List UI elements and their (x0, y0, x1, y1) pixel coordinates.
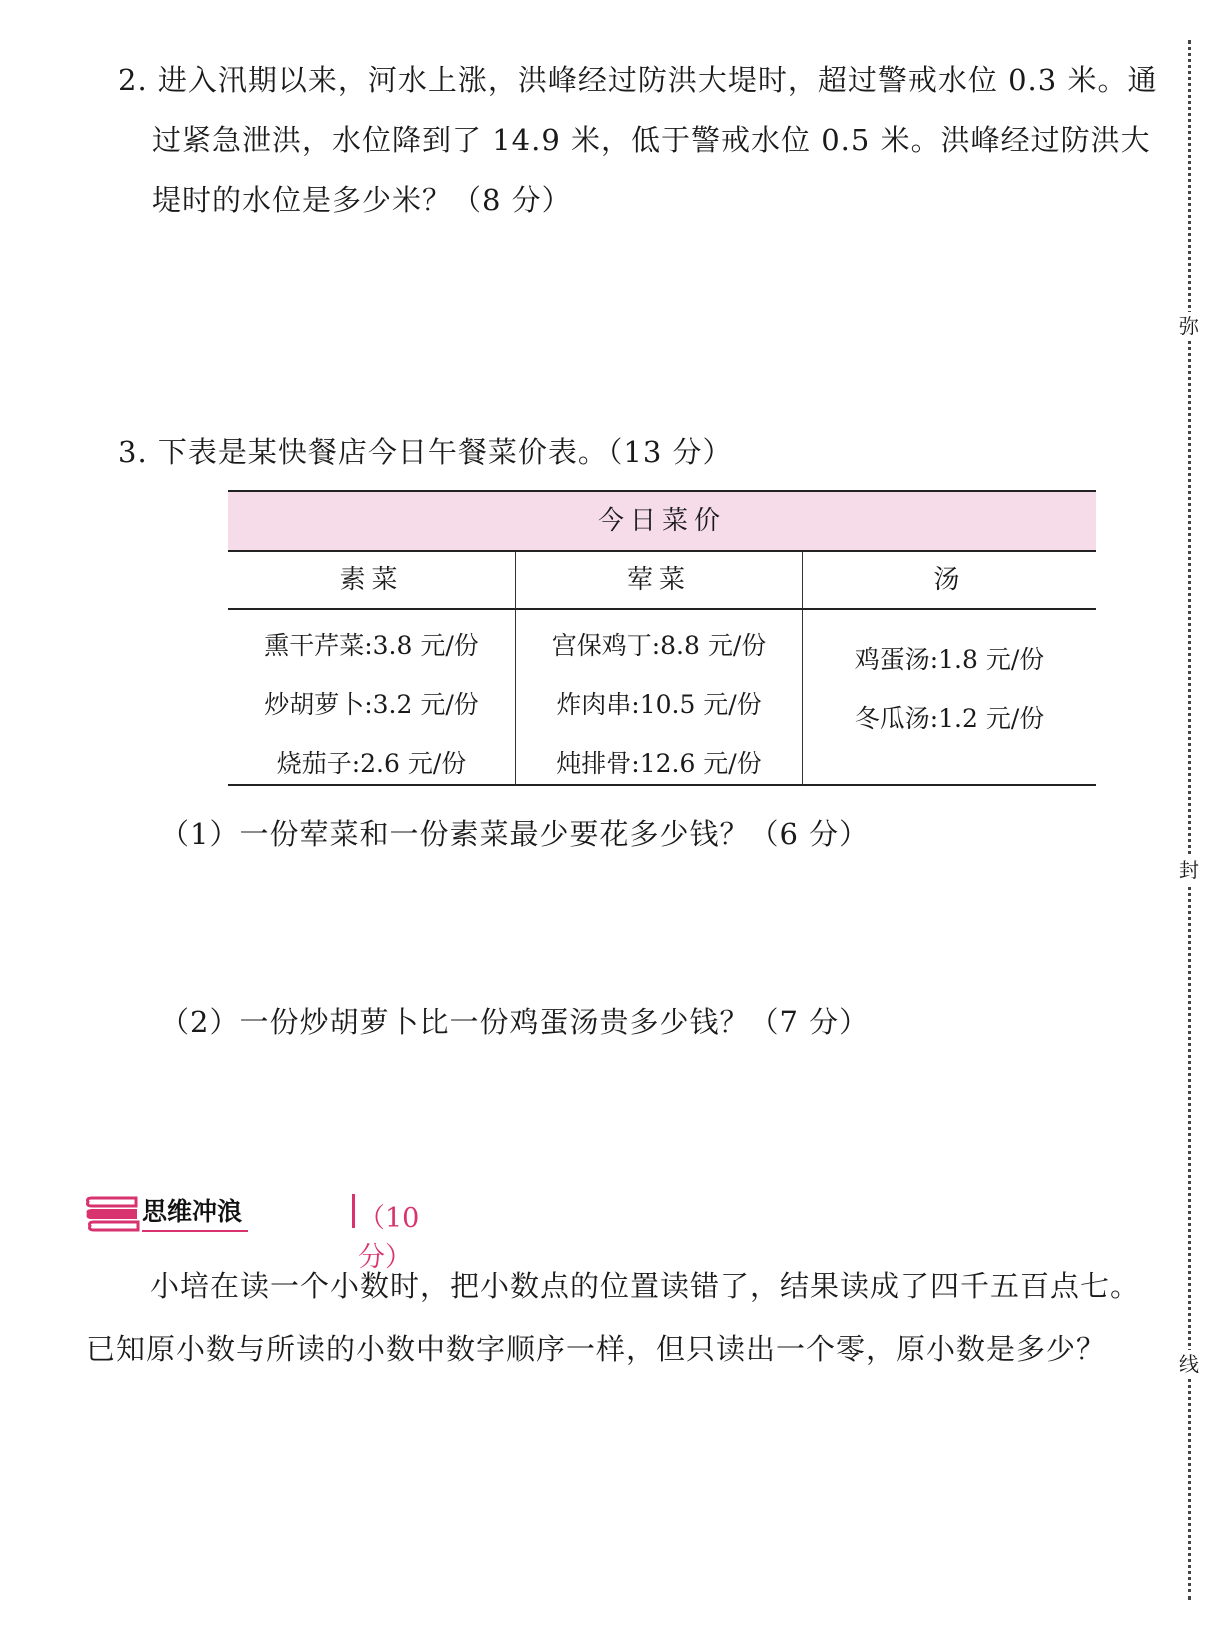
meat-item: 炸肉串:10.5 元/份 (556, 690, 762, 719)
soup-cell (802, 610, 1096, 786)
problem-2-line-3: 堤时的水位是多少米？（8 分） (152, 183, 572, 217)
problem-3-intro: 3. 下表是某快餐店今日午餐菜价表。（13 分） (118, 435, 733, 469)
books-icon (84, 1194, 142, 1238)
column-header-vegetable: 素菜 (228, 552, 515, 610)
vegetable-item: 熏干芹菜:3.8 元/份 (264, 631, 479, 660)
challenge-line-2: 已知原小数与所读的小数中数字顺序一样，但只读出一个零，原小数是多少？ (86, 1332, 1107, 1366)
sub-question-2: （2）一份炒胡萝卜比一份鸡蛋汤贵多少钱？（7 分） (160, 1005, 870, 1039)
meat-item: 炖排骨:12.6 元/份 (556, 749, 762, 778)
meat-item: 宫保鸡丁:8.8 元/份 (551, 631, 767, 660)
section-title: 思维冲浪 (142, 1192, 248, 1232)
column-header-meat: 荤菜 (515, 552, 802, 610)
problem-2-line-1: 2. 进入汛期以来，河水上涨，洪峰经过防洪大堤时，超过警戒水位 0.3 米。通 (118, 63, 1158, 97)
vegetable-cell (228, 610, 515, 786)
meat-cell (515, 610, 802, 786)
section-divider (352, 1194, 355, 1228)
soup-item: 冬瓜汤:1.2 元/份 (854, 704, 1045, 733)
binding-char-mi: 弥 (1175, 312, 1203, 340)
binding-char-feng: 封 (1175, 856, 1203, 884)
price-table-title: 今日菜价 (228, 490, 1096, 552)
challenge-line-1: 小培在读一个小数时，把小数点的位置读错了，结果读成了四千五百点七。 (150, 1269, 1141, 1303)
binding-char-xian: 线 (1175, 1350, 1203, 1378)
problem-2-line-2: 过紧急泄洪，水位降到了 14.9 米，低于警戒水位 0.5 米。洪峰经过防洪大 (152, 123, 1151, 157)
section-heading (84, 1190, 420, 1273)
soup-item: 鸡蛋汤:1.8 元/份 (854, 645, 1045, 674)
price-table (228, 490, 1096, 786)
column-header-soup: 汤 (802, 552, 1096, 610)
section-points: （10 分） (358, 1203, 420, 1273)
sub-question-1: （1）一份荤菜和一份素菜最少要花多少钱？（6 分） (160, 817, 870, 851)
vegetable-item: 烧茄子:2.6 元/份 (276, 749, 467, 778)
vegetable-item: 炒胡萝卜:3.2 元/份 (264, 690, 479, 719)
